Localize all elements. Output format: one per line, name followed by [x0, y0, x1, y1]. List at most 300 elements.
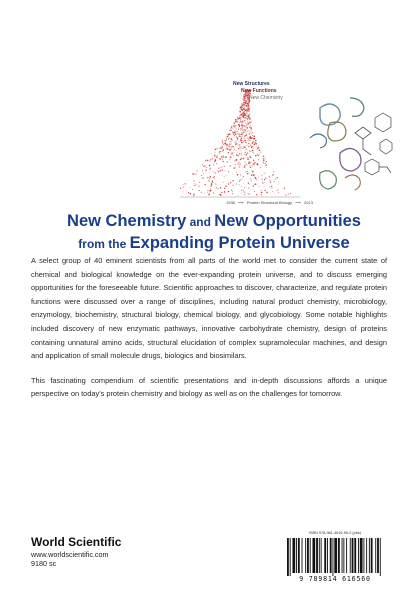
cone-dot [236, 183, 237, 184]
cone-dot [240, 128, 241, 129]
cone-dot [241, 142, 243, 144]
cone-dot [252, 171, 253, 172]
cone-dot [260, 152, 261, 153]
barcode-bars [283, 536, 387, 576]
cone-dot [241, 138, 243, 140]
cone-dot [235, 167, 236, 168]
cone-dot [245, 161, 246, 162]
cone-dot [245, 164, 246, 165]
cone-dot [243, 146, 245, 148]
cone-dot [203, 173, 204, 174]
cone-dot [250, 157, 251, 158]
cone-dot [251, 151, 252, 152]
cone-dot [208, 194, 210, 196]
cone-dot [215, 160, 216, 161]
cone-dot [246, 100, 248, 102]
cone-dot [245, 152, 246, 153]
cone-dot [243, 191, 244, 192]
cone-dot [249, 115, 250, 116]
cone-dot [274, 181, 275, 182]
cone-dot [210, 167, 211, 168]
protein-ribbon-6 [345, 175, 360, 190]
cone-dot [222, 159, 223, 160]
cone-dot [241, 140, 242, 141]
cone-dot [256, 194, 257, 195]
cone-dot [244, 119, 245, 120]
cone-dot [239, 144, 241, 146]
cone-dot [237, 121, 238, 122]
cone-dot [219, 151, 220, 152]
cone-dot [240, 174, 241, 175]
barcode-bar [338, 538, 340, 573]
cone-dot [196, 184, 197, 185]
cone-dot [250, 122, 251, 123]
cone-dot [246, 148, 248, 150]
cone-dot [210, 190, 211, 191]
cone-dot [264, 182, 265, 183]
barcode-bar [298, 538, 300, 573]
barcode-bar [363, 538, 364, 573]
cone-dot [255, 155, 256, 156]
cone-dot [236, 128, 237, 129]
cone-dot [214, 154, 215, 155]
cone-dot [235, 143, 236, 144]
cone-dot [249, 119, 250, 120]
cone-dot [248, 139, 249, 140]
book-title-line1 [34, 211, 394, 233]
cone-dot [260, 167, 261, 168]
cone-dot [230, 129, 231, 130]
cone-dot [226, 134, 227, 135]
cone-dot [244, 102, 245, 103]
cone-dot [264, 190, 265, 191]
cone-dot [224, 166, 225, 167]
cone-dot [256, 164, 257, 165]
cone-dot [263, 162, 264, 163]
cone-dot [238, 162, 240, 164]
cone-dot [219, 194, 220, 195]
cone-dot [265, 177, 266, 178]
axis-end-year: 2013 [304, 200, 313, 205]
cone-dot [240, 130, 241, 131]
cone-dot [261, 190, 262, 191]
cone-dot [237, 139, 238, 140]
cone-dot [219, 152, 220, 153]
cone-dot [210, 176, 212, 178]
cone-dot [194, 185, 195, 186]
cone-dot [207, 159, 208, 160]
cone-dot [240, 107, 242, 109]
cone-dot [252, 166, 253, 167]
cone-dot [240, 114, 241, 115]
cone-dot [236, 150, 237, 151]
cone-dot [213, 164, 215, 166]
cone-dot [247, 165, 248, 166]
cone-dot [262, 182, 264, 184]
cone-dot [226, 146, 227, 147]
cone-dot [236, 154, 237, 155]
cone-dot [182, 191, 183, 192]
cone-dot [243, 125, 244, 126]
barcode-bar [369, 538, 370, 573]
cone-dot [247, 104, 248, 105]
cone-dot [199, 190, 200, 191]
cone-dot [222, 166, 223, 167]
cone-dot [246, 154, 247, 155]
cone-dot [198, 185, 200, 187]
cone-dot [236, 159, 237, 160]
illustration-label-structures: New Structures [233, 81, 270, 87]
cone-dot [252, 135, 253, 136]
cone-dot [240, 112, 241, 113]
cone-dot [258, 177, 259, 178]
cone-dot [246, 124, 248, 126]
cone-dot [244, 143, 245, 144]
cone-dot [266, 161, 267, 162]
cone-dot [188, 180, 189, 181]
cone-dot [205, 170, 206, 171]
barcode-bar [350, 538, 351, 573]
arrow-right-icon: ⟶ [295, 200, 301, 205]
cone-dot [253, 152, 254, 153]
cone-dot [202, 164, 203, 165]
cone-dot [209, 165, 211, 167]
cone-dot [247, 121, 248, 122]
cone-dot [250, 113, 251, 114]
illustration-label-functions: New Functions [241, 88, 277, 94]
cone-dot [250, 138, 251, 139]
cone-dot [263, 158, 264, 159]
cone-dot [224, 170, 225, 171]
cone-dot [263, 160, 264, 161]
cone-dot [265, 173, 266, 174]
cone-dot [207, 160, 208, 161]
cone-dot [247, 138, 248, 139]
cone-dot [243, 127, 244, 128]
illustration-axis-caption [226, 200, 313, 205]
book-title [34, 211, 394, 255]
cone-dot [241, 179, 242, 180]
cone-dot [239, 118, 240, 119]
cone-dot [288, 193, 290, 195]
cone-dot [253, 185, 254, 186]
cone-dot [228, 139, 229, 140]
cone-dot [277, 190, 278, 191]
cone-dot [250, 123, 251, 124]
cone-dot [248, 161, 249, 162]
cone-dot [241, 186, 242, 187]
cone-dot [221, 145, 222, 146]
cone-dot [232, 125, 233, 126]
cone-dot [223, 155, 224, 156]
cone-dot [213, 173, 214, 174]
cone-dot [237, 138, 238, 139]
cone-dot [255, 178, 256, 179]
cone-dot [233, 155, 234, 156]
cone-dot [251, 147, 252, 148]
cone-dot [254, 142, 255, 143]
publisher-name: World Scientific [31, 535, 122, 549]
cone-dot [238, 141, 239, 142]
cone-dot [226, 138, 227, 139]
publisher-block [31, 535, 121, 568]
cone-dot [241, 132, 242, 133]
title-segment: Expanding Protein Universe [129, 234, 350, 252]
barcode-digits: 9 789814 616560 [299, 575, 371, 583]
cone-dot [232, 191, 233, 192]
cone-dot [180, 188, 181, 189]
cone-dot [223, 182, 224, 183]
cone-dot [239, 165, 240, 166]
cone-dot [218, 160, 219, 161]
cone-dot [244, 136, 245, 137]
cone-dot [250, 145, 251, 146]
barcode-bar [371, 538, 373, 573]
cone-dot [237, 131, 238, 132]
cone-dot [241, 136, 242, 137]
cone-dot [251, 175, 252, 176]
barcode-bar [333, 538, 334, 576]
cone-dot [241, 128, 242, 129]
barcode-bar [292, 538, 295, 573]
cone-dot [222, 150, 223, 151]
cone-dot [192, 173, 193, 174]
axis-start-year: 1938 [226, 200, 235, 205]
cone-dot [189, 193, 190, 194]
cone-dot [248, 110, 249, 111]
cone-dot [245, 103, 246, 104]
barcode-bar [375, 538, 376, 573]
cone-dot [228, 152, 229, 153]
cone-dot [251, 170, 252, 171]
cone-dot [233, 167, 234, 168]
cone-dot [232, 153, 233, 154]
cone-dot [208, 180, 209, 181]
cone-dot [231, 130, 232, 131]
cone-dot [213, 171, 214, 172]
cone-dot [265, 163, 267, 165]
cone-dot [242, 136, 243, 137]
structure-cone [180, 89, 300, 197]
cone-dot [244, 103, 245, 104]
cone-dot [209, 181, 210, 182]
cone-dot [247, 140, 248, 141]
cone-dot [224, 143, 225, 144]
cone-dot [232, 140, 233, 141]
cone-dot [259, 186, 260, 187]
cone-dot [269, 179, 270, 180]
barcode-bar [346, 538, 347, 573]
cone-dot [201, 192, 202, 193]
cone-dot [204, 193, 205, 194]
cone-dot [243, 112, 244, 113]
cone-dot [233, 125, 234, 126]
cone-dot [247, 111, 248, 112]
cone-dot [245, 127, 246, 128]
cone-dot [249, 108, 250, 109]
cone-dot [252, 146, 253, 147]
cone-dot [252, 189, 253, 190]
cone-dot [237, 133, 238, 134]
barcode-bar [302, 538, 303, 573]
cone-dot [264, 179, 265, 180]
cone-dot [227, 136, 228, 137]
cone-dot [249, 165, 250, 166]
cone-dot [250, 178, 251, 179]
cone-dot [253, 174, 254, 175]
cone-dot [222, 142, 223, 143]
barcode-bar [312, 538, 315, 573]
cone-dot [235, 133, 236, 134]
cone-dot [225, 156, 227, 158]
cone-dot [235, 121, 236, 122]
cone-dot [229, 130, 230, 131]
cone-dot [216, 156, 218, 158]
cone-dot [232, 141, 233, 142]
cone-dot [246, 164, 247, 165]
cone-dot [239, 153, 240, 154]
cone-dot [260, 165, 261, 166]
cone-dot [215, 184, 216, 185]
illustration-graphic [180, 78, 400, 206]
cone-dot [233, 146, 234, 147]
isbn-number: ISBN 978-981-4616-56-0 (pbk) [308, 531, 362, 535]
cone-dot [229, 149, 230, 150]
cone-dot [214, 156, 215, 157]
cone-dot [219, 171, 220, 172]
cone-dot [193, 194, 194, 195]
cone-dot [230, 134, 231, 135]
publisher-url: www.worldscientific.com [31, 550, 109, 559]
cone-dot [237, 195, 238, 196]
barcode-bar [327, 538, 328, 573]
cone-dot [230, 130, 231, 131]
cone-dot [249, 150, 251, 152]
cone-dot [205, 160, 206, 161]
cone-dot [225, 171, 226, 172]
cone-dot [243, 176, 244, 177]
cone-dot [230, 165, 231, 166]
cone-dot [247, 131, 248, 132]
cone-dot [238, 127, 239, 128]
cone-dot [246, 115, 247, 116]
cone-dot [249, 140, 250, 141]
cone-dot [285, 195, 286, 196]
cone-dot [217, 155, 218, 156]
cone-dot [262, 178, 263, 179]
cone-dot [264, 186, 265, 187]
cone-dot [269, 187, 270, 188]
cone-dot [245, 194, 246, 195]
cone-dot [228, 191, 229, 192]
protein-ribbon-4 [340, 148, 361, 171]
cone-dot [247, 108, 248, 109]
cone-dot [245, 135, 246, 136]
cone-dot [248, 143, 249, 144]
cone-dot [236, 140, 237, 141]
cone-dot [240, 121, 241, 122]
cone-dot [214, 158, 215, 159]
cone-dot [278, 192, 279, 193]
barcode-bar [352, 538, 354, 573]
cone-dot [256, 184, 257, 185]
cone-dot [210, 188, 211, 189]
cone-dot [262, 181, 263, 182]
cone-dot [271, 186, 272, 187]
cone-dot [241, 122, 242, 123]
cone-dot [235, 130, 236, 131]
cone-dot [240, 150, 241, 151]
cone-dot [248, 106, 250, 108]
cone-dot [227, 161, 228, 162]
cone-dot [243, 189, 244, 190]
cone-dot [246, 129, 247, 130]
barcode-bar [334, 538, 337, 573]
cone-dot [234, 122, 235, 123]
cone-dot [240, 170, 241, 171]
cone-dot [221, 169, 223, 171]
cone-dot [234, 125, 235, 126]
cone-dot [247, 145, 248, 146]
cone-dot [227, 162, 228, 163]
cone-dot [199, 182, 200, 183]
cone-dot [215, 183, 216, 184]
cone-dot [214, 176, 215, 177]
cone-dot [210, 185, 211, 186]
cone-dot [235, 120, 236, 121]
isbn-barcode [283, 531, 387, 583]
cone-dot [213, 192, 214, 193]
cone-dot [216, 163, 217, 164]
cone-dot [213, 193, 214, 194]
cone-dot [224, 191, 226, 193]
cone-dot [252, 137, 253, 138]
cone-dot [241, 117, 242, 118]
cone-dot [231, 127, 232, 128]
cone-dot [255, 140, 257, 142]
cone-dot [272, 174, 273, 175]
cone-dot [250, 144, 251, 145]
cone-dot [244, 132, 245, 133]
cone-dot [230, 141, 231, 142]
book-description [31, 254, 387, 412]
cone-dot [207, 192, 208, 193]
cone-dot [218, 167, 220, 169]
cone-dot [228, 184, 229, 185]
cone-dot [202, 177, 204, 179]
cone-dot [241, 115, 242, 116]
cone-dot [242, 124, 243, 125]
cone-dot [212, 158, 213, 159]
cone-dot [230, 182, 231, 183]
cone-dot [225, 143, 226, 144]
cone-dot [271, 188, 272, 189]
cone-dot [259, 149, 260, 150]
cone-dot [239, 134, 240, 135]
cone-dot [206, 165, 207, 166]
cone-dot [266, 192, 268, 194]
cone-dot [257, 154, 258, 155]
cone-dot [192, 189, 193, 190]
cone-dot [235, 142, 236, 143]
cone-dot [203, 166, 204, 167]
cone-dot [263, 161, 264, 162]
cone-dot [241, 158, 242, 159]
cone-dot [244, 129, 245, 130]
cone-dot [228, 134, 229, 135]
cone-dot [284, 188, 285, 189]
cone-dot [249, 194, 250, 195]
